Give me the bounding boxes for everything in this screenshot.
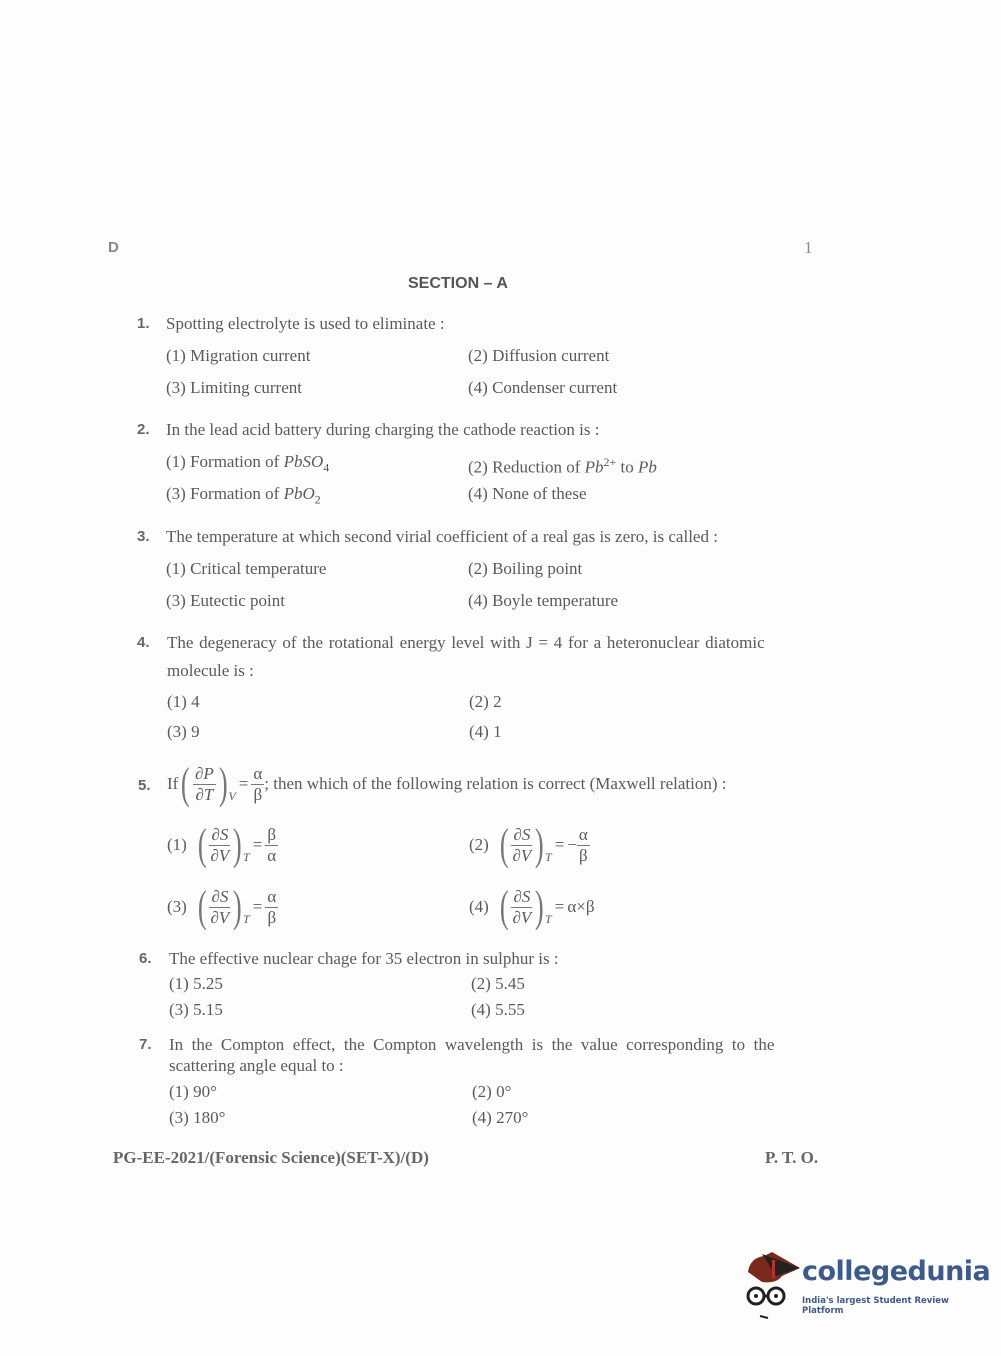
collegedunia-logo: [742, 1250, 991, 1320]
question-number: 4.: [137, 634, 150, 651]
option-1: (1) Critical temperature: [166, 559, 327, 578]
paren: (: [197, 820, 207, 869]
logo-tagline: India's largest Student Review Platform: [802, 1296, 949, 1316]
option-1: [166, 452, 329, 477]
question-text-cont: scattering angle equal to :: [169, 1056, 344, 1075]
numerator: β: [267, 824, 276, 844]
numerator: ∂S: [513, 824, 531, 844]
fraction: [577, 825, 590, 866]
question-number: 1.: [137, 315, 150, 332]
mascot-icon: [742, 1250, 804, 1320]
question-text: Spotting electrolyte is used to eliminate :: [166, 314, 445, 333]
option-2: (2) 0°: [472, 1082, 512, 1101]
question-text: In the Compton effect, the Compton wavelength is the value corresponding to the: [169, 1035, 775, 1054]
paren: ): [535, 820, 545, 869]
option-3: (3) Eutectic point: [166, 591, 285, 610]
option-3: (3) 180°: [169, 1108, 226, 1127]
fraction: [265, 825, 278, 866]
option-label: (3): [167, 897, 187, 916]
equals: =: [252, 835, 263, 854]
numerator: ∂S: [211, 824, 229, 844]
set-label: D: [108, 239, 119, 256]
numerator: α: [253, 763, 263, 783]
formula: Pb: [638, 457, 657, 477]
equals: =: [238, 774, 249, 793]
option-label: (2): [469, 835, 489, 854]
denominator: α: [267, 845, 277, 865]
option-4: (4) 1: [469, 722, 502, 741]
numerator: α: [578, 824, 588, 844]
option-3: [167, 883, 278, 931]
fraction: [265, 887, 278, 928]
option-label: (1): [167, 835, 187, 854]
option-1: (1) 4: [167, 692, 200, 711]
question-text: The degeneracy of the rotational energy level with J = 4 for a heteronuclear diatomic: [167, 633, 765, 652]
page-number: 1: [804, 238, 813, 257]
partial-derivative: [195, 820, 250, 869]
question-text: The effective nuclear chage for 35 electron in sulphur is :: [169, 949, 559, 968]
option-2: [468, 452, 657, 478]
formula: Pb: [584, 457, 604, 477]
superscript: 2+: [603, 455, 617, 469]
fraction: [511, 887, 532, 928]
partial-derivative: [497, 882, 552, 931]
denominator: ∂V: [512, 845, 532, 865]
fraction: [193, 764, 216, 805]
denominator: ∂V: [512, 907, 532, 927]
formula: PbO: [283, 484, 315, 503]
equals: =: [554, 835, 565, 854]
paren: ): [218, 759, 228, 808]
option-1: (1) 90°: [169, 1082, 217, 1101]
option-label: (1) Formation of: [166, 452, 284, 471]
option-4: (4) Condenser current: [468, 378, 618, 397]
option-4: (4) 5.55: [471, 1000, 525, 1019]
question-number: 6.: [139, 950, 152, 967]
option-2: (2) Diffusion current: [468, 346, 610, 365]
option-2: (2) Boiling point: [468, 559, 583, 578]
numerator: ∂S: [211, 886, 229, 906]
question-text-cont: molecule is :: [167, 661, 254, 680]
option-1: [167, 821, 278, 869]
equals: =: [252, 897, 263, 916]
paren: (: [499, 882, 509, 931]
question-text: In the lead acid battery during charging the cathode reaction is :: [166, 420, 600, 439]
formula: PbSO: [283, 452, 324, 471]
paren: ): [233, 882, 243, 931]
text: to: [616, 457, 639, 477]
denominator: β: [267, 907, 277, 927]
question-number: 5.: [138, 777, 151, 794]
option-3: [166, 484, 321, 509]
option-label: (3) Formation of: [166, 484, 284, 503]
option-4: (4) None of these: [468, 484, 587, 503]
option-4: (4) 270°: [472, 1108, 529, 1127]
paren: ): [233, 820, 243, 869]
option-1: (1) Migration current: [166, 346, 311, 365]
equals: =: [554, 897, 565, 916]
paren: (: [499, 820, 509, 869]
question-number: 3.: [137, 528, 150, 545]
subscript: T: [243, 850, 250, 864]
fraction: [511, 825, 532, 866]
question-text: [167, 760, 726, 808]
numerator: ∂S: [513, 886, 531, 906]
partial-derivative: [178, 759, 236, 808]
option-3: (3) 9: [167, 722, 200, 741]
denominator: ∂V: [210, 907, 230, 927]
option-1: (1) 5.25: [169, 974, 223, 993]
text: If: [167, 774, 179, 793]
subscript: 2: [314, 492, 321, 507]
paren: (: [181, 759, 191, 808]
option-3: (3) Limiting current: [166, 378, 302, 397]
partial-derivative: [497, 820, 552, 869]
subscript: T: [545, 850, 552, 864]
rhs: α×β: [567, 897, 595, 916]
question-number: 2.: [137, 421, 150, 438]
question-number: 7.: [139, 1036, 152, 1053]
logo-wordmark: collegedunia: [802, 1256, 991, 1287]
option-2: (2) 5.45: [471, 974, 525, 993]
section-title: SECTION – A: [408, 275, 508, 292]
denominator: ∂V: [210, 845, 230, 865]
option-4: [469, 883, 594, 931]
option-3: (3) 5.15: [169, 1000, 223, 1019]
subscript: 4: [323, 460, 330, 475]
subscript: V: [228, 789, 236, 803]
fraction: [251, 764, 264, 805]
option-label: (2) Reduction of: [468, 457, 585, 477]
paren: (: [197, 882, 207, 931]
minus-sign: −: [567, 835, 577, 854]
numerator: ∂P: [194, 763, 214, 783]
subscript: T: [545, 912, 552, 926]
partial-derivative: [195, 882, 250, 931]
denominator: β: [253, 784, 263, 804]
option-4: (4) Boyle temperature: [468, 591, 619, 610]
subscript: T: [243, 912, 250, 926]
paren: ): [535, 882, 545, 931]
option-2: [469, 821, 590, 869]
question-text: The temperature at which second virial coefficient of a real gas is zero, is called :: [166, 527, 718, 546]
footer-pto: P. T. O.: [765, 1148, 819, 1167]
numerator: α: [267, 886, 277, 906]
fraction: [209, 825, 230, 866]
denominator: β: [579, 845, 588, 865]
text: ; then which of the following relation is correct (Maxwell relation) :: [264, 774, 727, 793]
footer-code: PG-EE-2021/(Forensic Science)(SET-X)/(D): [113, 1148, 429, 1167]
fraction: [209, 887, 230, 928]
denominator: ∂T: [195, 784, 214, 804]
option-2: (2) 2: [469, 692, 502, 711]
option-label: (4): [469, 897, 489, 916]
